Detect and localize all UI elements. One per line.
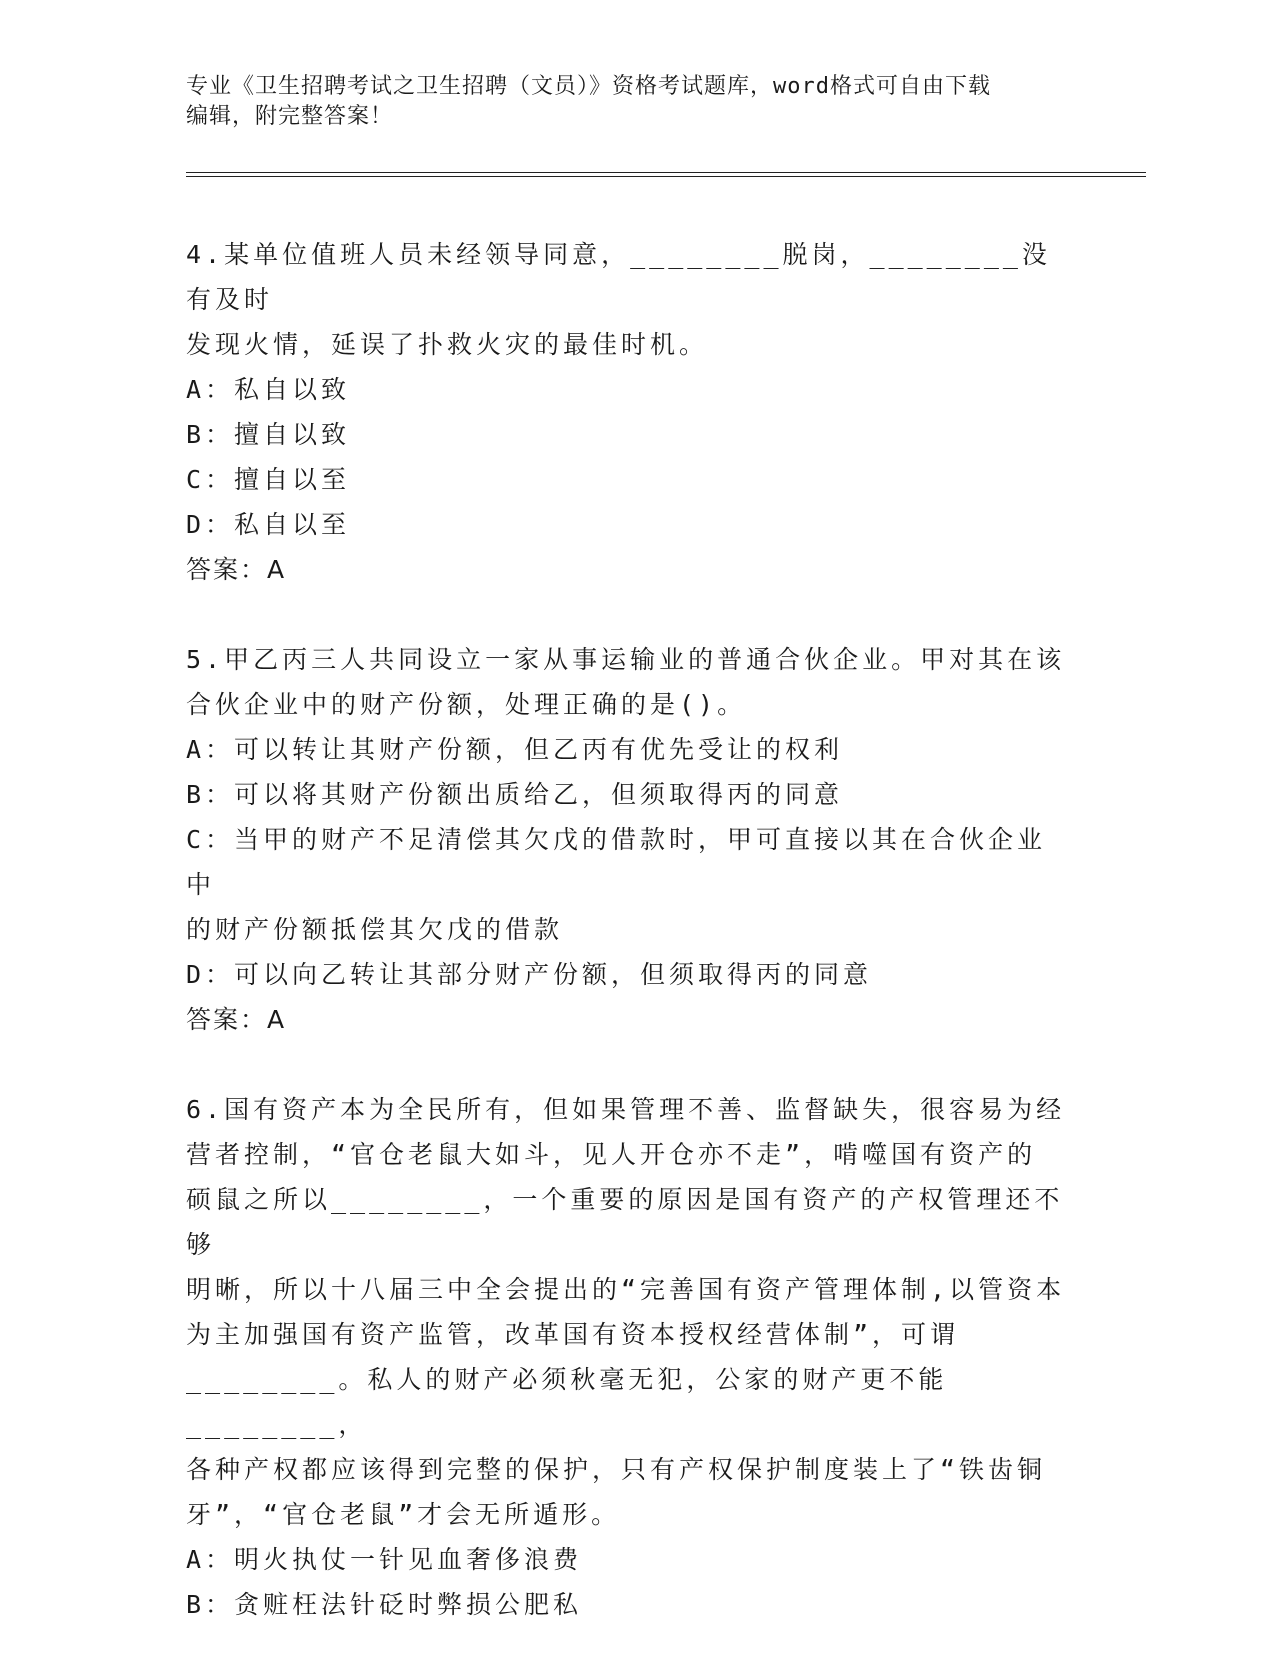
header-line: 专业《卫生招聘考试之卫生招聘（文员）》资格考试题库，word格式可自由下载: [186, 74, 991, 99]
option-b: B：贪赃枉法针砭时弊损公肥私: [186, 1590, 583, 1619]
question-stem-line: 明晰，所以十八届三中全会提出的“完善国有资产管理体制,以管资本: [186, 1275, 1066, 1304]
document-header: [186, 72, 1086, 132]
option-b: B：擅自以致: [186, 420, 351, 449]
option-c: C：当甲的财产不足清偿其欠戊的借款时，甲可直接以其在合伙企业中: [186, 825, 1047, 899]
option-c-continued: 的财产份额抵偿其欠戊的借款: [186, 915, 564, 944]
question-stem-line: 合伙企业中的财产份额，处理正确的是()。: [186, 690, 747, 719]
option-d: D：可以向乙转让其部分财产份额，但须取得丙的同意: [186, 960, 873, 989]
question-list: [186, 232, 1066, 1672]
option-c: C：擅自以至: [186, 465, 351, 494]
question-stem-line: 4.某单位值班人员未经领导同意，________脱岗，________没有及时: [186, 240, 1051, 314]
answer-line: 答案：A: [186, 1005, 287, 1034]
question-stem-line: 为主加强国有资产监管，改革国有资本授权经营体制”，可谓: [186, 1320, 960, 1349]
answer-line: 答案：A: [186, 555, 287, 584]
header-divider: [186, 172, 1146, 177]
question-stem-line: 5.甲乙丙三人共同设立一家从事运输业的普通合伙企业。甲对其在该: [186, 645, 1066, 674]
option-a: A：可以转让其财产份额，但乙丙有优先受让的权利: [186, 735, 844, 764]
header-line: 编辑，附完整答案！: [186, 104, 394, 129]
option-d: D：私自以至: [186, 510, 351, 539]
option-b: B：可以将其财产份额出质给乙，但须取得丙的同意: [186, 780, 844, 809]
question-stem-line: 硕鼠之所以________，一个重要的原因是国有资产的产权管理还不够: [186, 1185, 1064, 1259]
question-4: [186, 232, 1066, 592]
question-5: [186, 637, 1066, 1042]
option-a: A：明火执仗一针见血奢侈浪费: [186, 1545, 583, 1574]
question-stem-line: 牙”，“官仓老鼠”才会无所遁形。: [186, 1500, 621, 1529]
question-stem-line: 发现火情，延误了扑救火灾的最佳时机。: [186, 330, 709, 359]
question-stem-line: ________。私人的财产必须秋毫无犯，公家的财产更不能________，: [186, 1365, 948, 1439]
option-a: A：私自以致: [186, 375, 351, 404]
question-stem-line: 各种产权都应该得到完整的保护，只有产权保护制度装上了“铁齿铜: [186, 1455, 1047, 1484]
question-stem-line: 6.国有资产本为全民所有，但如果管理不善、监督缺失，很容易为经: [186, 1095, 1066, 1124]
question-6: [186, 1087, 1066, 1627]
question-stem-line: 营者控制，“官仓老鼠大如斗，见人开仓亦不走”，啃噬国有资产的: [186, 1140, 1037, 1169]
